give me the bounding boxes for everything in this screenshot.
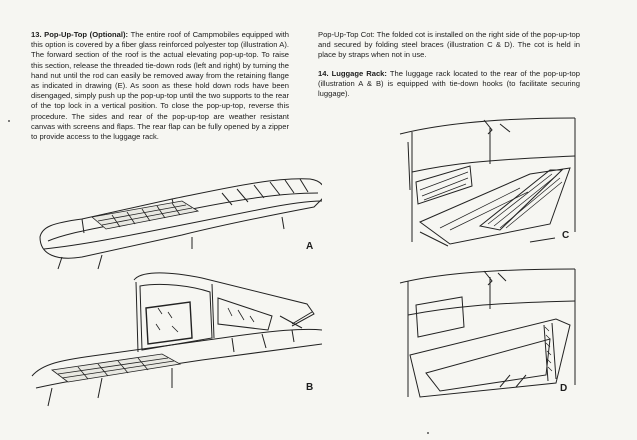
illustration-d-drawing	[380, 265, 585, 405]
section-13-body: The entire roof of Campmobiles equipped with this option is covered by a fiber glass reinforced polyester top (illustration A). The forward section of the roof is the actual elevating pop-up-top. To raise this section, release the threaded tie-down rods (left and right) by turning the hand nut until the rod can easily be removed away from the retaining flange as indicated in drawing (E). As soon as these hold down rods have been disengaged, simply push up the pop-up-top until the two supports to the rear of the top lock in a vertical position. To close the pop-up-top, reverse this procedure. The sides and rear of the pop-up-top are weather resistant canvas with screens and flaps. The rear flap can be fully opened by a zipper to provide access to the luggage rack.	[31, 30, 289, 142]
scan-mark	[427, 432, 429, 434]
illustration-c-label: C	[562, 230, 570, 241]
scan-mark	[8, 120, 10, 122]
cot-paragraph: Pop-Up-Top Cot: The folded cot is installed on the right side of the pop-up-top and secured by folding steel braces (illustration C & D). The cot is held in place by straps when not in use.	[318, 30, 580, 60]
section-13-paragraph	[31, 30, 289, 142]
section-14-body: The luggage rack located to the rear of the pop-up-top (illustration A & B) is equipped with tie-down hooks (to facilitate securing luggage).	[318, 68, 580, 99]
illustration-b	[22, 268, 322, 408]
illustration-c	[380, 112, 585, 252]
illustration-b-label: B	[306, 382, 314, 393]
right-column	[318, 30, 580, 107]
illustration-b-drawing	[22, 268, 322, 408]
illustration-a	[22, 165, 322, 270]
section-13-heading: 13. Pop-Up-Top (Optional):	[31, 30, 129, 39]
section-14-paragraph	[318, 69, 580, 100]
section-14-heading: 14. Luggage Rack:	[318, 68, 387, 78]
illustration-d-label: D	[560, 383, 568, 394]
illustration-d	[380, 265, 585, 405]
illustration-a-drawing	[22, 165, 322, 270]
left-column	[31, 30, 289, 150]
illustration-c-drawing	[380, 112, 585, 252]
illustration-a-label: A	[306, 241, 314, 252]
